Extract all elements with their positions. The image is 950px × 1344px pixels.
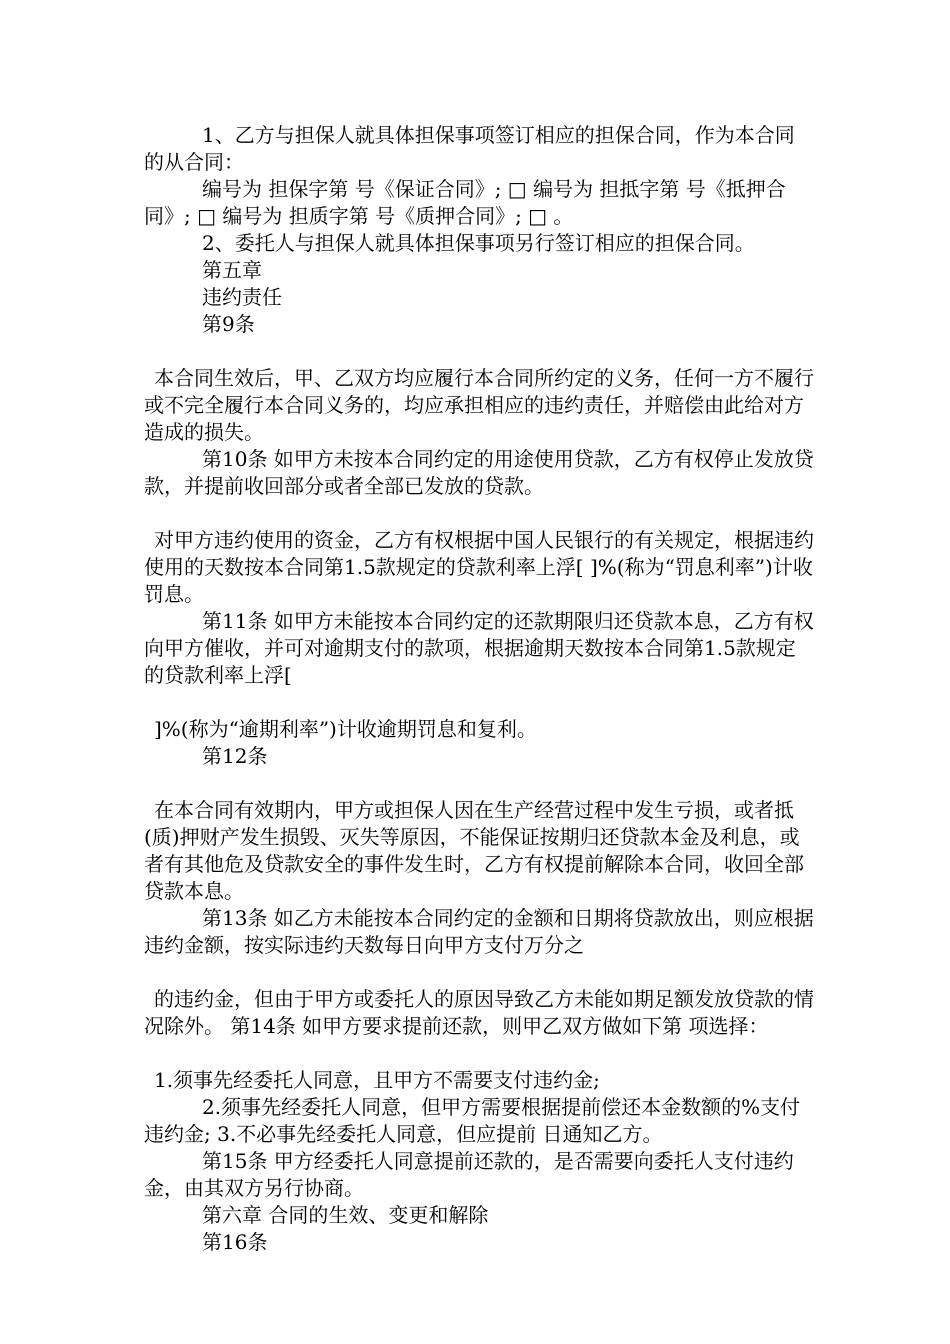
option-2-3-paragraph: 2.须事先经委托人同意，但甲方需要根据提前偿还本金数额的%支付违约金; 3.不必事先经委托人同意，但应提前 日通知乙方。	[144, 1095, 801, 1146]
penalty-interest-paragraph: 对甲方违约使用的资金，乙方有权根据中国人民银行的有关规定，根据违约使用的天数按本合同第1.5款规定的贷款利率上浮[ ]%(称为“罚息利率”)计收罚息。	[144, 528, 814, 606]
chapter-six-heading: 第六章 合同的生效、变更和解除	[202, 1203, 489, 1227]
article-9-heading: 第9条	[202, 312, 255, 336]
spacer	[144, 500, 814, 527]
spacer	[144, 959, 814, 986]
spacer	[144, 338, 814, 365]
paragraph-clause-1: 1、乙方与担保人就具体担保事项签订相应的担保合同，作为本合同的从合同：	[144, 123, 795, 174]
article-16-heading: 第16条	[202, 1230, 268, 1254]
document-body	[144, 122, 814, 1256]
liquidated-damages-paragraph: 的违约金，但由于甲方或委托人的原因导致乙方未能如期足额发放贷款的情况除外。 第14条 如甲方要求提前还款，则甲乙双方做如下第 项选择：	[144, 987, 814, 1038]
spacer	[144, 770, 814, 797]
article-10-body: 第10条 如甲方未按本合同约定的用途使用贷款，乙方有权停止发放贷款，并提前收回部分或者全部已发放的贷款。	[144, 447, 814, 498]
article-9-body: 本合同生效后，甲、乙双方均应履行本合同所约定的义务，任何一方不履行或不完全履行本合同义务的，均应承担相应的违约责任，并赔偿由此给对方造成的损失。	[144, 366, 814, 444]
paragraph-clause-2: 2、委托人与担保人就具体担保事项另行签订相应的担保合同。	[202, 231, 755, 255]
paragraph-guarantee-numbers: 编号为 担保字第 号《保证合同》; □ 编号为 担抵字第 号《抵押合同》; □ 编号为 担质字第 号《质押合同》; □ 。	[144, 177, 786, 228]
chapter-five-title: 违约责任	[202, 285, 282, 309]
article-12-body: 在本合同有效期内，甲方或担保人因在生产经营过程中发生亏损，或者抵(质)押财产发生损毁、灭失等原因，不能保证按期归还贷款本金及利息，或者有其他危及贷款安全的事件发生时，乙方有权提前解除本合同，收回全部贷款本息。	[144, 798, 804, 903]
spacer	[144, 1040, 814, 1067]
chapter-five-heading: 第五章	[202, 258, 262, 282]
overdue-interest-paragraph: ]%(称为“逾期利率”)计收逾期罚息和复利。	[154, 717, 537, 741]
article-11-body: 第11条 如甲方未能按本合同约定的还款期限归还贷款本息，乙方有权向甲方催收，并可对逾期支付的款项，根据逾期天数按本合同第1.5款规定的贷款利率上浮[	[144, 609, 814, 687]
article-15-body: 第15条 甲方经委托人同意提前还款的，是否需要向委托人支付违约金，由其双方另行协商。	[144, 1149, 794, 1200]
spacer	[144, 689, 814, 716]
article-12-heading: 第12条	[202, 744, 268, 768]
article-13-body: 第13条 如乙方未能按本合同约定的金额和日期将贷款放出，则应根据违约金额，按实际违约天数每日向甲方支付万分之	[144, 906, 814, 957]
option-1-paragraph: 1.须事先经委托人同意，且甲方不需要支付违约金;	[154, 1068, 600, 1092]
